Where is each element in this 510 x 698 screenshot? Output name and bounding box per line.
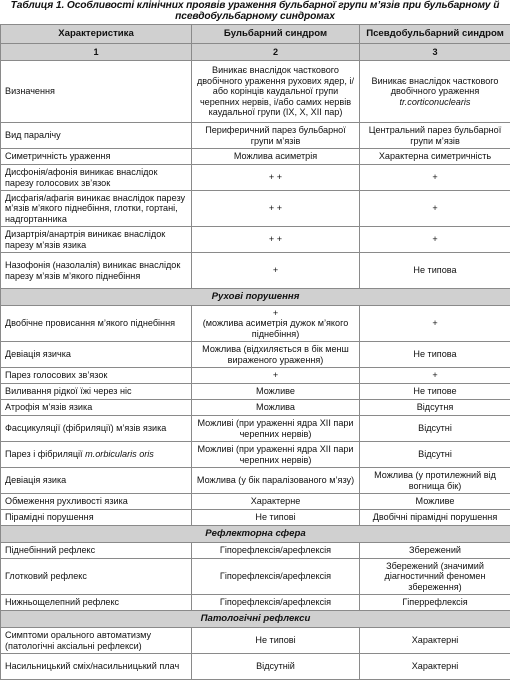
table-row	[1, 368, 510, 384]
header-row	[1, 25, 510, 44]
bulbar-cell: Відсутній	[192, 654, 360, 680]
section-title: Патологічні рефлекси	[1, 611, 510, 628]
pseudobulbar-cell: Можлива (у протилежний від вогнища бік)	[360, 468, 510, 494]
table-row	[1, 628, 510, 654]
table-row	[1, 123, 510, 149]
table-row	[1, 227, 510, 253]
row-label: Виливання рідкої їжі через ніс	[1, 384, 192, 400]
row-label: Фасцикуляції (фібриляції) м’язів язика	[1, 416, 192, 442]
table-row	[1, 149, 510, 165]
pseudobulbar-cell: Двобічні пірамідні порушення	[360, 510, 510, 526]
table-row	[1, 595, 510, 611]
table-row	[1, 468, 510, 494]
table-row	[1, 61, 510, 123]
table-row	[1, 416, 510, 442]
bulbar-cell: + +	[192, 165, 360, 191]
bulbar-cell: + +	[192, 227, 360, 253]
pseudobulbar-cell: Характерні	[360, 654, 510, 680]
pseudobulbar-cell: Центральний парез бульбарної групи м’язів	[360, 123, 510, 149]
pseudobulbar-cell: Не типова	[360, 342, 510, 368]
bulbar-note: (можлива асиметрія дужок м’якого піднебіння)	[202, 318, 349, 339]
bulbar-cell: + +	[192, 191, 360, 227]
row-label: Атрофія м’язів язика	[1, 400, 192, 416]
table-row	[1, 654, 510, 680]
pseudobulbar-cell: Не типове	[360, 384, 510, 400]
row-label: Дизартрія/анартрія виникає внаслідок парезу м’язів язика	[1, 227, 192, 253]
row-label: Парез голосових зв’язок	[1, 368, 192, 384]
pseudobulbar-cell: +	[360, 227, 510, 253]
row-label: Глотковий рефлекс	[1, 559, 192, 595]
table-row	[1, 253, 510, 289]
row-label: Піднебінний рефлекс	[1, 543, 192, 559]
table-caption	[0, 0, 510, 24]
section-title: Рефлекторна сфера	[1, 526, 510, 543]
bulbar-cell: Не типові	[192, 628, 360, 654]
header-bulbar: Бульбарний синдром	[192, 25, 360, 44]
bulbar-cell: Можлива (відхиляється в бік менш вираженого ураження)	[192, 342, 360, 368]
table-row	[1, 559, 510, 595]
bulbar-cell: +	[192, 368, 360, 384]
section-header-pathological	[1, 611, 510, 628]
header-characteristic: Характеристика	[1, 25, 192, 44]
section-header-motor	[1, 289, 510, 306]
col-number-3: 3	[360, 44, 510, 61]
pseudobulbar-cell: Не типова	[360, 253, 510, 289]
row-label: Пірамідні порушення	[1, 510, 192, 526]
col-number-2: 2	[192, 44, 360, 61]
row-label: Назофонія (назолалія) виникає внаслідок парезу м’язів м’якого піднебіння	[1, 253, 192, 289]
bulbar-cell: Можливі (при ураженні ядра XII пари черепних нервів)	[192, 416, 360, 442]
bulbar-cell: Гіпорефлексія/арефлексія	[192, 559, 360, 595]
bulbar-cell: Можливі (при ураженні ядра XII пари черепних нервів)	[192, 442, 360, 468]
bulbar-cell: Можлива	[192, 400, 360, 416]
pseudobulbar-cell: Збережений	[360, 543, 510, 559]
row-label: Симетричність ураження	[1, 149, 192, 165]
caption-text: Особливості клінічних проявів ураження бульбарної групи м’язів при бульбарному й псевдобульбарному синдромах	[66, 0, 500, 22]
bulbar-cell: Можлива асиметрія	[192, 149, 360, 165]
row-label-text: Парез і фібриляції	[5, 449, 86, 460]
column-number-row	[1, 44, 510, 61]
pseudo-italic-term: tr.corticonuclearis	[399, 96, 471, 107]
row-label: Девіація язичка	[1, 342, 192, 368]
row-label: Дисфагія/афагія виникає внаслідок парезу м’язів м’якого піднебіння, глотки, гортані, надгортанника	[1, 191, 192, 227]
table-row	[1, 191, 510, 227]
pseudobulbar-cell: Відсутня	[360, 400, 510, 416]
row-label: Двобічне провисання м’якого піднебіння	[1, 306, 192, 342]
bulbar-cell: Периферичний парез бульбарної групи м’язів	[192, 123, 360, 149]
pseudobulbar-cell: Збережений (значимий діагностичний феномен збереження)	[360, 559, 510, 595]
row-label: Нижньощелепний рефлекс	[1, 595, 192, 611]
row-label: Насильницький сміх/насильницький плач	[1, 654, 192, 680]
row-label: Визначення	[1, 61, 192, 123]
pseudobulbar-cell	[360, 61, 510, 123]
bulbar-cell: +	[192, 253, 360, 289]
section-header-reflex	[1, 526, 510, 543]
pseudobulbar-cell: +	[360, 306, 510, 342]
bulbar-cell: Гіпорефлексія/арефлексія	[192, 543, 360, 559]
table-row	[1, 342, 510, 368]
row-label: Обмеження рухливості язика	[1, 494, 192, 510]
row-label	[1, 442, 192, 468]
row-label: Вид паралічу	[1, 123, 192, 149]
row-label: Дисфонія/афонія виникає внаслідок парезу голосових зв’язок	[1, 165, 192, 191]
bulbar-cell: Не типові	[192, 510, 360, 526]
section-title: Рухові порушення	[1, 289, 510, 306]
table-row	[1, 306, 510, 342]
pseudobulbar-cell: Можливе	[360, 494, 510, 510]
comparison-table	[0, 24, 510, 680]
bulbar-cell: Можливе	[192, 384, 360, 400]
pseudobulbar-cell: Характерні	[360, 628, 510, 654]
col-number-1: 1	[1, 44, 192, 61]
pseudo-text: Виникає внаслідок часткового двобічного ураження	[371, 75, 499, 97]
bulbar-cell: Виникає внаслідок часткового двобічного ураження рухових ядер, і/або корінців каудальної групи черепних нервів, і/або самих нервів каудальної групи (IX, X, XII пар)	[192, 61, 360, 123]
pseudobulbar-cell: Відсутні	[360, 442, 510, 468]
header-pseudobulbar: Псевдобульбарний синдром	[360, 25, 510, 44]
row-label-italic-term: m.orbicularis oris	[85, 449, 154, 460]
table-row	[1, 494, 510, 510]
bulbar-plus: +	[272, 307, 279, 318]
bulbar-cell: Гіпорефлексія/арефлексія	[192, 595, 360, 611]
bulbar-cell: Можлива (у бік паралізованого м’язу)	[192, 468, 360, 494]
pseudobulbar-cell: +	[360, 368, 510, 384]
table-row	[1, 442, 510, 468]
row-label: Симптоми орального автоматизму (патологічні аксіальні рефлекси)	[1, 628, 192, 654]
table-row	[1, 384, 510, 400]
pseudobulbar-cell: Гіперрефлексія	[360, 595, 510, 611]
caption-label: Таблиця 1.	[10, 0, 65, 11]
row-label: Девіація язика	[1, 468, 192, 494]
table-row	[1, 510, 510, 526]
pseudobulbar-cell: Характерна симетричність	[360, 149, 510, 165]
bulbar-cell	[192, 306, 360, 342]
table-row	[1, 543, 510, 559]
table-row	[1, 165, 510, 191]
pseudobulbar-cell: Відсутні	[360, 416, 510, 442]
pseudobulbar-cell: +	[360, 165, 510, 191]
bulbar-cell: Характерне	[192, 494, 360, 510]
pseudobulbar-cell: +	[360, 191, 510, 227]
table-row	[1, 400, 510, 416]
